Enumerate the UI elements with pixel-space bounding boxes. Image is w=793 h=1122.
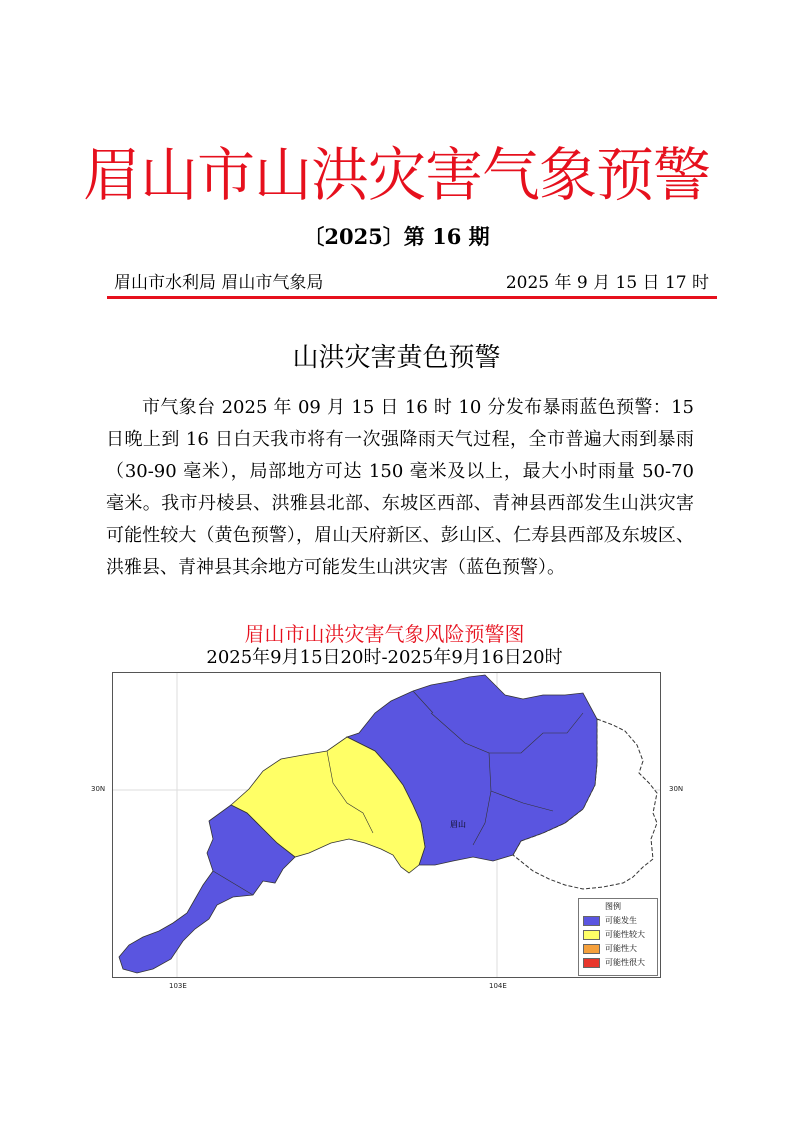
- issue-date: 2025 年 9 月 15 日 17 时: [505, 273, 709, 293]
- issuer: 眉山市水利局 眉山市气象局: [114, 273, 324, 293]
- legend-item: [583, 915, 637, 927]
- warning-body-text: 市气象台 2025 年 09 月 15 日 16 时 10 分发布暴雨蓝色预警：15 日晚上到 16 日白天我市将有一次强降雨天气过程，全市普遍大雨到暴雨（30-90 毫米），局部地方可达 150 毫米及以上，最大小时雨量 50-70 毫米。我市丹棱县、洪雅县北部、东坡区西部、青神县西部发生山洪灾害可能性较大（黄色预警），眉山天府新区、彭山区、仁寿县西部及东坡区、洪雅县、青神县其余地方可能发生山洪灾害（蓝色预警）。: [106, 397, 694, 578]
- legend-title: 图例: [605, 902, 621, 911]
- lon-label-103e: 103E: [169, 982, 187, 990]
- header-divider: [107, 296, 717, 299]
- legend-swatch-blue: [583, 916, 600, 926]
- legend-label: 可能性大: [605, 944, 637, 953]
- legend-item: [583, 929, 645, 941]
- legend-swatch-red: [583, 958, 600, 968]
- map-subtitle: 2025年9月15日20时-2025年9月16日20时: [206, 647, 563, 668]
- legend-item: [583, 943, 637, 955]
- warning-map: [91, 620, 684, 1000]
- map-legend: [578, 898, 658, 976]
- legend-label: 可能性较大: [605, 930, 645, 939]
- legend-swatch-yellow: [583, 930, 600, 940]
- document-title: 眉山市山洪灾害气象预警: [82, 141, 710, 209]
- section-heading: 山洪灾害黄色预警: [292, 343, 501, 373]
- lon-label-104e: 104E: [489, 982, 507, 990]
- lat-label-right: 30N: [669, 785, 684, 793]
- place-label-meishan: 眉山: [450, 820, 466, 829]
- legend-item: [583, 957, 645, 969]
- legend-label: 可能发生: [605, 916, 637, 925]
- legend-swatch-orange: [583, 944, 600, 954]
- lat-label-left: 30N: [91, 785, 106, 793]
- map-title: 眉山市山洪灾害气象风险预警图: [244, 622, 525, 646]
- issue-number: 〔2025〕第 16 期: [303, 224, 490, 249]
- legend-label: 可能性很大: [605, 958, 645, 967]
